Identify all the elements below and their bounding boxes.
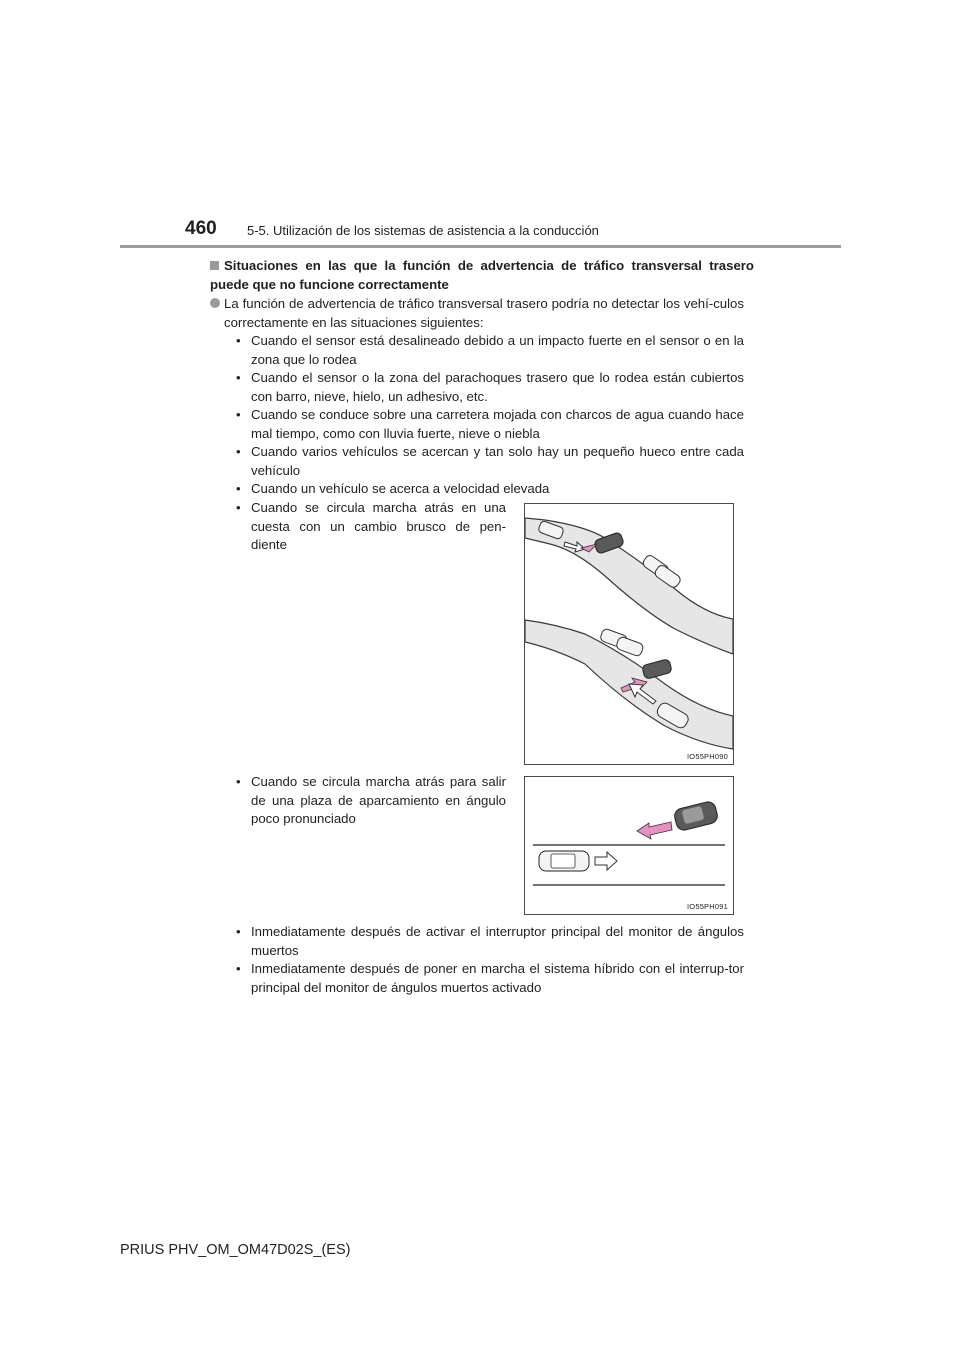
list-item: • Inmediatamente después de activar el interruptor principal del monitor de ángulos muertos <box>236 923 744 960</box>
car-icon <box>642 659 673 680</box>
arrow-icon <box>595 852 617 870</box>
list-item: • Cuando el sensor o la zona del parachoques trasero que lo rodea están cubiertos con barro, nieve, hielo, un adhesivo, etc. <box>236 369 744 406</box>
lead-text: La función de advertencia de tráfico transversal trasero podría no detectar los vehí-culos correctamente en las situaciones siguientes: <box>224 296 744 330</box>
slope-figure <box>524 503 734 765</box>
list-item: • Cuando se conduce sobre una carretera mojada con charcos de agua cuando hace mal tiempo, como con lluvia fuerte, nieve o niebla <box>236 406 744 443</box>
page-number: 460 <box>185 218 217 239</box>
list-item: • Inmediatamente después de poner en marcha el sistema híbrido con el interrup-tor principal del monitor de ángulos muertos activado <box>236 960 744 997</box>
parking-illustration <box>525 777 733 914</box>
parking-item <box>236 773 506 829</box>
footer-doc-id: PRIUS PHV_OM_OM47D02S_(ES) <box>120 1242 351 1258</box>
figure-code: IO55PH091 <box>687 902 728 911</box>
header-rule <box>120 245 841 248</box>
car-icon <box>673 800 719 832</box>
list-item: • Cuando se circula marcha atrás en una cuesta con un cambio brusco de pen-diente <box>236 499 506 555</box>
section-heading-text: Situaciones en las que la función de advertencia de tráfico transversal trasero puede que no funcione correctamente <box>210 258 754 292</box>
list-item: • Cuando el sensor está desalineado debido a un impacto fuerte en el sensor o en la zona que lo rodea <box>236 332 744 369</box>
slope-illustration <box>525 504 733 764</box>
slope-item <box>236 499 506 555</box>
lead-paragraph <box>224 294 744 332</box>
car-icon <box>539 851 589 871</box>
parking-figure <box>524 776 734 915</box>
situation-list <box>236 332 744 499</box>
arrow-icon <box>637 822 672 839</box>
figure-code: IO55PH090 <box>687 752 728 761</box>
list-item: • Cuando varios vehículos se acercan y tan solo hay un pequeño hueco entre cada vehículo <box>236 443 744 480</box>
section-heading <box>210 256 754 294</box>
list-item: • Cuando un vehículo se acerca a velocidad elevada <box>236 480 744 499</box>
list-item: • Cuando se circula marcha atrás para salir de una plaza de aparcamiento en ángulo poco pronunciado <box>236 773 506 829</box>
situation-list-continued <box>236 923 744 997</box>
circle-bullet-icon <box>210 298 220 308</box>
square-bullet-icon <box>210 261 219 270</box>
breadcrumb: 5-5. Utilización de los sistemas de asistencia a la conducción <box>247 223 599 238</box>
